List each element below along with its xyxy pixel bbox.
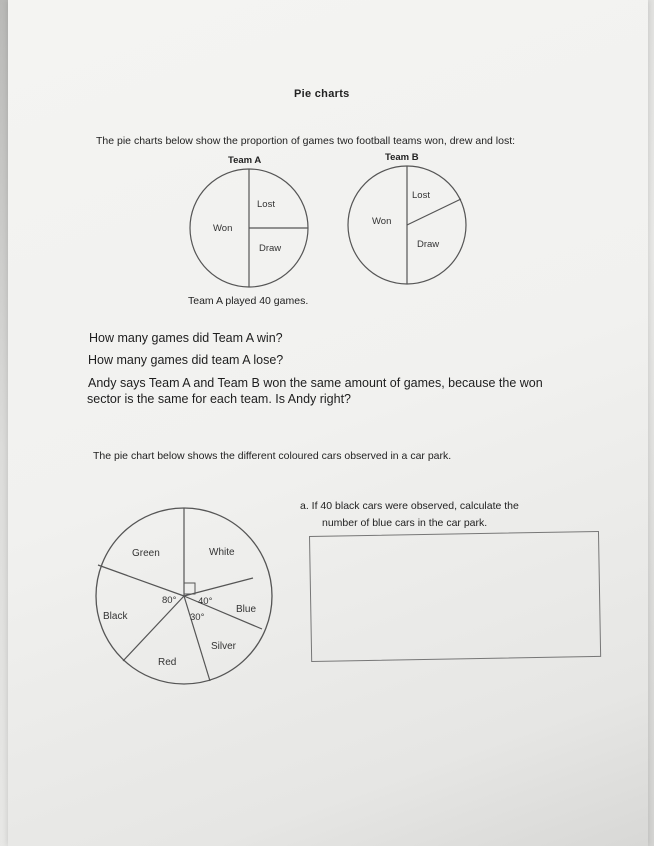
cars-label-black: Black [103, 611, 128, 622]
question-1: How many games did Team A win? [89, 331, 283, 345]
cars-label-red: Red [158, 657, 177, 668]
team-a-label-draw: Draw [259, 243, 282, 254]
question-a-line-1: a. If 40 black cars were observed, calculate the [300, 500, 519, 512]
right-angle-marker [184, 583, 195, 594]
team-a-pie-chart [186, 168, 316, 290]
angle-label-30: 30° [190, 612, 205, 623]
cars-intro: The pie chart below shows the different coloured cars observed in a car park. [93, 450, 452, 462]
team-b-label-lost: Lost [412, 190, 430, 201]
cars-label-white: White [209, 547, 235, 558]
answer-box[interactable] [309, 531, 601, 662]
team-a-label-won: Won [213, 223, 233, 234]
team-b-label-won: Won [372, 216, 392, 227]
cars-label-blue: Blue [236, 604, 257, 615]
cars-divider-red-silver [184, 596, 210, 681]
team-a-label-lost: Lost [257, 199, 275, 210]
question-3-line-2: sector is the same for each team. Is Andy right? [87, 392, 352, 406]
team-b-divider-slanted [407, 199, 461, 225]
team-b-pie-chart [344, 164, 472, 288]
angle-label-40: 40° [198, 596, 213, 607]
team-b-title: Team B [385, 152, 419, 163]
worksheet-page [8, 0, 648, 846]
team-a-games-note: Team A played 40 games. [188, 295, 309, 307]
cars-divider-green-black [98, 565, 184, 596]
cars-label-silver: Silver [211, 641, 237, 652]
intro-text: The pie charts below show the proportion of games two football teams won, drew and lost: [96, 135, 516, 147]
angle-label-80: 80° [162, 595, 177, 606]
cars-divider-blue-white [184, 578, 253, 596]
page-title: Pie charts [294, 88, 350, 100]
team-a-title: Team A [228, 155, 262, 166]
question-a-line-2: number of blue cars in the car park. [322, 517, 488, 529]
question-2: How many games did team A lose? [88, 353, 284, 367]
cars-pie-chart [94, 503, 278, 693]
cars-label-green: Green [132, 548, 160, 559]
question-3-line-1: Andy says Team A and Team B won the same amount of games, because the won [88, 376, 543, 390]
team-b-label-draw: Draw [417, 239, 440, 250]
